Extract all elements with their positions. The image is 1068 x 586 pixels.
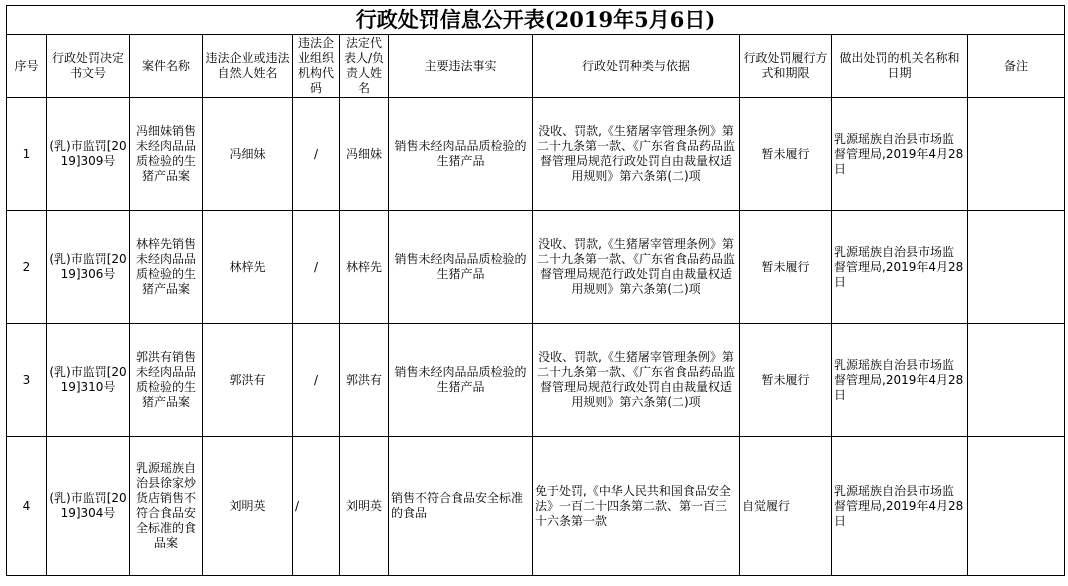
header-violator[interactable]: 违法企业或违法自然人姓名 <box>203 35 293 98</box>
title-row <box>7 6 1065 35</box>
cell-penalty[interactable]: 没收、罚款,《生猪屠宰管理条例》第二十九条第一款、《广东省食品药品监督管理局规范行政处罚自由裁量权适用规则》第六条第(二)项 <box>533 211 740 324</box>
cell-facts[interactable]: 销售未经肉品品质检验的生猪产品 <box>389 98 533 211</box>
cell-doc-no[interactable]: (乳)市监罚[2019]306号 <box>47 211 130 324</box>
header-penalty[interactable]: 行政处罚种类与依据 <box>533 35 740 98</box>
header-org-code[interactable]: 违法企业组织机构代码 <box>293 35 340 98</box>
cell-remarks[interactable] <box>968 324 1065 437</box>
cell-fulfillment[interactable]: 暂未履行 <box>740 211 832 324</box>
header-remarks[interactable]: 备注 <box>968 35 1065 98</box>
cell-case-name[interactable]: 林梓先销售未经肉品品质检验的生猪产品案 <box>130 211 203 324</box>
header-doc-no[interactable]: 行政处罚决定书文号 <box>47 35 130 98</box>
cell-violator[interactable]: 冯细妹 <box>203 98 293 211</box>
cell-case-name[interactable]: 乳源瑶族自治县徐家炒货店销售不符合食品安全标准的食品案 <box>130 437 203 576</box>
cell-doc-no[interactable]: (乳)市监罚[2019]310号 <box>47 324 130 437</box>
header-row <box>7 35 1065 98</box>
cell-legal-rep[interactable]: 郭洪有 <box>340 324 389 437</box>
cell-facts[interactable]: 销售未经肉品品质检验的生猪产品 <box>389 324 533 437</box>
cell-case-name[interactable]: 郭洪有销售未经肉品品质检验的生猪产品案 <box>130 324 203 437</box>
header-facts[interactable]: 主要违法事实 <box>389 35 533 98</box>
cell-seq[interactable]: 2 <box>7 211 47 324</box>
cell-seq[interactable]: 3 <box>7 324 47 437</box>
cell-facts[interactable]: 销售不符合食品安全标准的食品 <box>389 437 533 576</box>
cell-remarks[interactable] <box>968 437 1065 576</box>
cell-violator[interactable]: 郭洪有 <box>203 324 293 437</box>
cell-legal-rep[interactable]: 冯细妹 <box>340 98 389 211</box>
cell-authority[interactable]: 乳源瑶族自治县市场监督管理局,2019年4月28日 <box>832 98 968 211</box>
cell-facts[interactable]: 销售未经肉品品质检验的生猪产品 <box>389 211 533 324</box>
table-row <box>7 98 1065 211</box>
cell-legal-rep[interactable]: 林梓先 <box>340 211 389 324</box>
cell-violator[interactable]: 林梓先 <box>203 211 293 324</box>
cell-fulfillment[interactable]: 暂未履行 <box>740 98 832 211</box>
cell-seq[interactable]: 4 <box>7 437 47 576</box>
table-row <box>7 437 1065 576</box>
cell-doc-no[interactable]: (乳)市监罚[2019]304号 <box>47 437 130 576</box>
header-fulfillment[interactable]: 行政处罚履行方式和期限 <box>740 35 832 98</box>
cell-remarks[interactable] <box>968 98 1065 211</box>
header-authority[interactable]: 做出处罚的机关名称和日期 <box>832 35 968 98</box>
cell-violator[interactable]: 刘明英 <box>203 437 293 576</box>
cell-org-code[interactable]: / <box>293 324 340 437</box>
cell-org-code[interactable]: / <box>293 211 340 324</box>
cell-org-code[interactable]: / <box>293 437 340 576</box>
cell-seq[interactable]: 1 <box>7 98 47 211</box>
cell-penalty[interactable]: 免于处罚,《中华人民共和国食品安全法》一百二十四条第二款、第一百三十六条第一款 <box>533 437 740 576</box>
cell-legal-rep[interactable]: 刘明英 <box>340 437 389 576</box>
header-case-name[interactable]: 案件名称 <box>130 35 203 98</box>
cell-authority[interactable]: 乳源瑶族自治县市场监督管理局,2019年4月28日 <box>832 211 968 324</box>
penalty-info-table <box>6 5 1065 576</box>
cell-doc-no[interactable]: (乳)市监罚[2019]309号 <box>47 98 130 211</box>
cell-remarks[interactable] <box>968 211 1065 324</box>
cell-penalty[interactable]: 没收、罚款,《生猪屠宰管理条例》第二十九条第一款、《广东省食品药品监督管理局规范行政处罚自由裁量权适用规则》第六条第(二)项 <box>533 98 740 211</box>
cell-org-code[interactable]: / <box>293 98 340 211</box>
header-legal-rep[interactable]: 法定代表人/负责人姓名 <box>340 35 389 98</box>
table-row <box>7 324 1065 437</box>
cell-penalty[interactable]: 没收、罚款,《生猪屠宰管理条例》第二十九条第一款、《广东省食品药品监督管理局规范行政处罚自由裁量权适用规则》第六条第(二)项 <box>533 324 740 437</box>
header-seq[interactable]: 序号 <box>7 35 47 98</box>
cell-authority[interactable]: 乳源瑶族自治县市场监督管理局,2019年4月28日 <box>832 437 968 576</box>
table-row <box>7 211 1065 324</box>
table-title: 行政处罚信息公开表(2019年5月6日) <box>7 6 1065 35</box>
cell-authority[interactable]: 乳源瑶族自治县市场监督管理局,2019年4月28日 <box>832 324 968 437</box>
cell-fulfillment[interactable]: 暂未履行 <box>740 324 832 437</box>
cell-fulfillment[interactable]: 自觉履行 <box>740 437 832 576</box>
cell-case-name[interactable]: 冯细妹销售未经肉品品质检验的生猪产品案 <box>130 98 203 211</box>
